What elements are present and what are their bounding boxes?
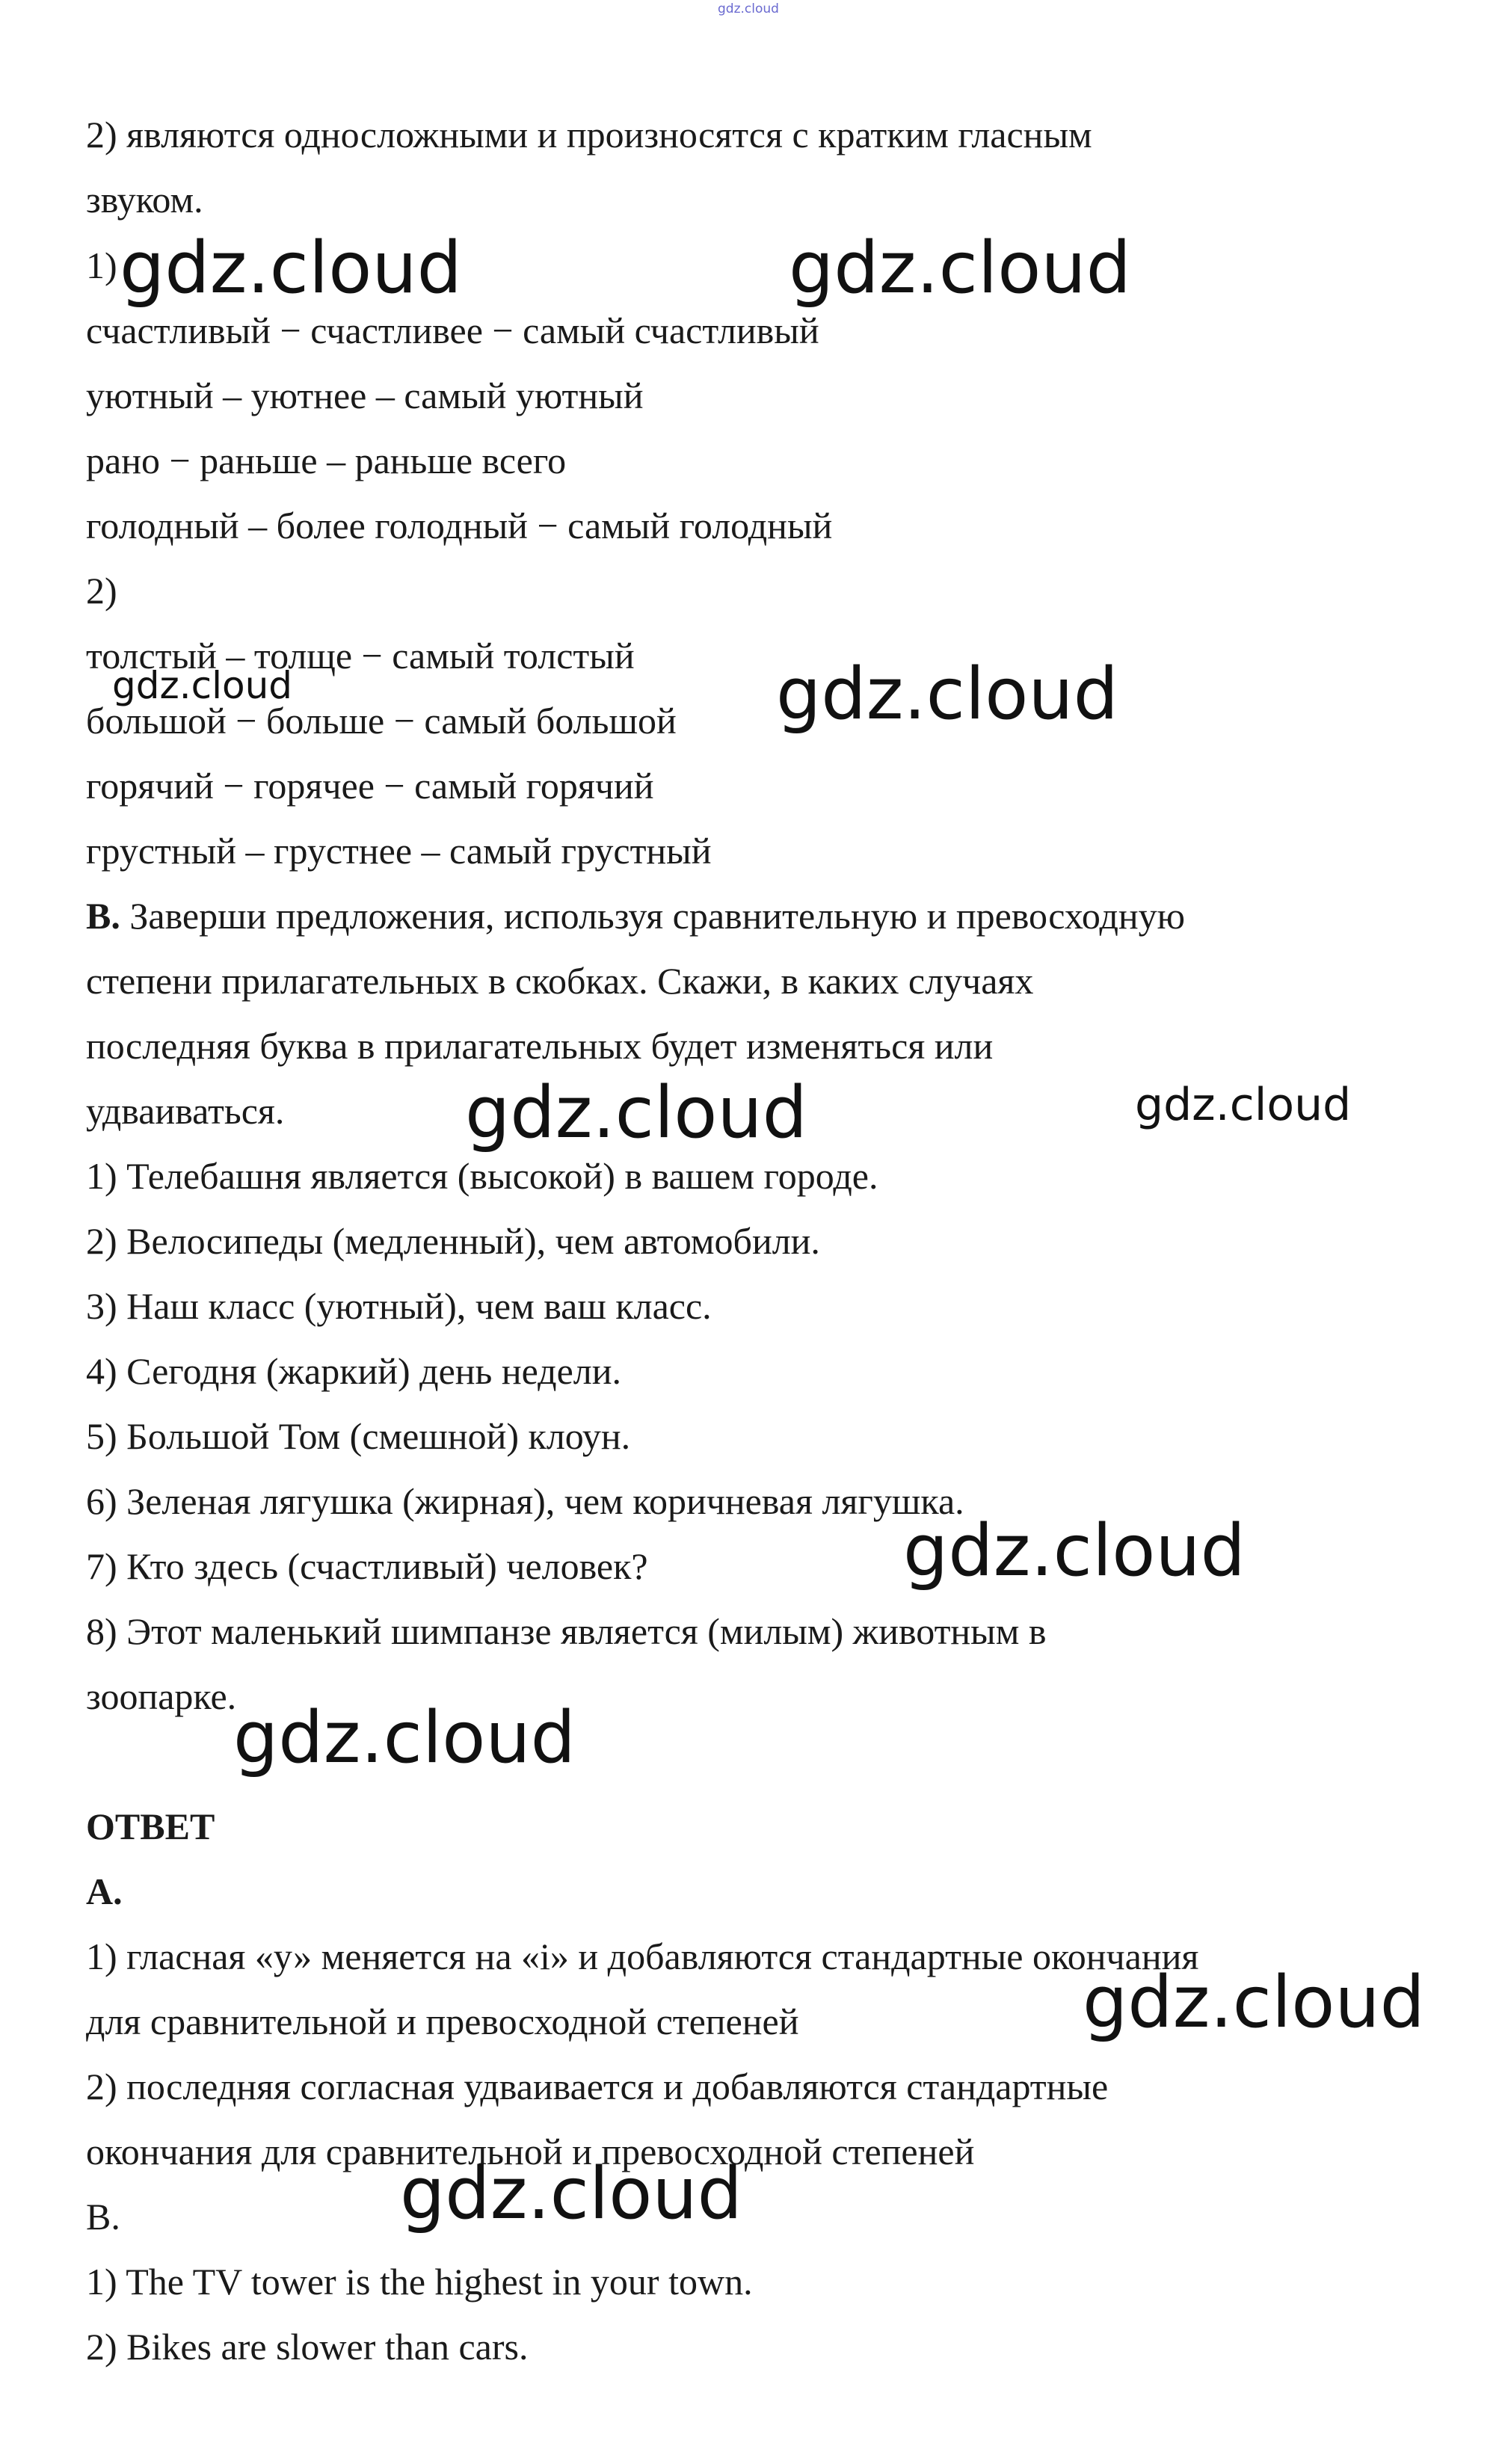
header-watermark: gdz.cloud bbox=[718, 1, 779, 16]
task-b-label: B. bbox=[86, 895, 120, 937]
watermark: gdz.cloud bbox=[1083, 1962, 1425, 2044]
answer-b-label: B. bbox=[86, 2196, 120, 2237]
answer-a-line: 1) гласная «у» меняется на «i» и добавляются стандартные окончания bbox=[86, 1935, 1199, 1977]
rule-2-line-2: звуком. bbox=[86, 179, 203, 221]
task-b-instruction-text: Заверши предложения, используя сравнительную и превосходную bbox=[120, 895, 1186, 937]
answer-heading: ОТВЕТ bbox=[86, 1805, 215, 1847]
group-2-line: большой − больше − самый большой bbox=[86, 700, 677, 742]
task-b-instruction-line-2: степени прилагательных в скобках. Скажи, в каких случаях bbox=[86, 960, 1034, 1002]
watermark: gdz.cloud bbox=[400, 2153, 742, 2235]
watermark: gdz.cloud bbox=[903, 1510, 1246, 1592]
task-b-item: 6) Зеленая лягушка (жирная), чем коричневая лягушка. bbox=[86, 1480, 964, 1522]
task-b-instruction-line-1 bbox=[86, 893, 1185, 938]
task-b-item: 8) Этот маленький шимпанзе является (милым) животным в bbox=[86, 1610, 1047, 1652]
task-b-instruction-line-4: удваиваться. bbox=[86, 1090, 285, 1132]
group-1-line: рано − раньше – раньше всего bbox=[86, 440, 567, 481]
watermark: gdz.cloud bbox=[120, 227, 462, 309]
group-1-line: уютный – уютнее – самый уютный bbox=[86, 375, 644, 416]
task-b-item: 2) Велосипеды (медленный), чем автомобили. bbox=[86, 1220, 820, 1262]
task-b-item: зоопарке. bbox=[86, 1675, 237, 1717]
group-2-line: горячий − горячее − самый горячий bbox=[86, 765, 654, 807]
answer-b-line: 2) Bikes are slower than cars. bbox=[86, 2326, 529, 2368]
watermark: gdz.cloud bbox=[112, 664, 293, 707]
watermark: gdz.cloud bbox=[789, 227, 1131, 309]
watermark: gdz.cloud bbox=[465, 1072, 807, 1154]
task-b-item: 1) Телебашня является (высокой) в вашем городе. bbox=[86, 1155, 878, 1197]
group-2-label: 2) bbox=[86, 570, 117, 612]
answer-a-line: 2) последняя согласная удваивается и добавляются стандартные bbox=[86, 2066, 1109, 2107]
task-b-instruction-line-3: последняя буква в прилагательных будет изменяться или bbox=[86, 1025, 994, 1067]
answer-b-line: 1) The TV tower is the highest in your town. bbox=[86, 2261, 753, 2303]
task-b-item: 7) Кто здесь (счастливый) человек? bbox=[86, 1545, 648, 1587]
task-b-item: 4) Сегодня (жаркий) день недели. bbox=[86, 1350, 621, 1392]
group-1-line: счастливый − счастливее − самый счастливый bbox=[86, 309, 819, 351]
group-2-line: грустный – грустнее – самый грустный bbox=[86, 830, 712, 872]
answer-a-line: окончания для сравнительной и превосходной степеней bbox=[86, 2131, 975, 2172]
watermark: gdz.cloud bbox=[776, 653, 1118, 736]
answer-a-line: для сравнительной и превосходной степеней bbox=[86, 2001, 799, 2042]
group-1-label: 1) bbox=[86, 244, 117, 286]
task-b-item: 3) Наш класс (уютный), чем ваш класс. bbox=[86, 1285, 712, 1327]
watermark: gdz.cloud bbox=[1135, 1079, 1352, 1131]
group-2-line: толстый – толще − самый толстый bbox=[86, 635, 635, 677]
rule-2-line-1: 2) являются односложными и произносятся с кратким гласным bbox=[86, 114, 1092, 155]
watermark: gdz.cloud bbox=[233, 1697, 576, 1779]
task-b-item: 5) Большой Том (смешной) клоун. bbox=[86, 1415, 631, 1457]
answer-a-label: A. bbox=[86, 1870, 123, 1912]
group-1-line: голодный – более голодный − самый голодный bbox=[86, 505, 833, 546]
